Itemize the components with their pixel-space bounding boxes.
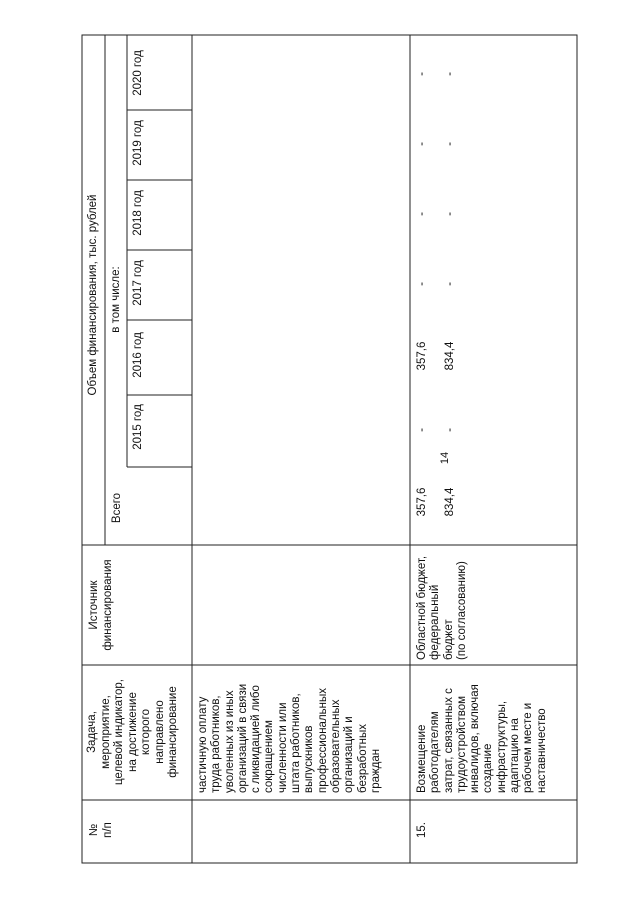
table-row-2-2019-federal: - bbox=[444, 142, 456, 146]
header-year-2016: 2016 год bbox=[132, 332, 144, 378]
header-year-2019: 2019 год bbox=[132, 120, 144, 166]
header-including: в том числе: bbox=[110, 266, 122, 333]
page-number: 14 bbox=[439, 451, 451, 465]
table-row-2-source: Областной бюджет, федеральный бюджет (по согласованию) bbox=[416, 555, 468, 660]
header-year-2020: 2020 год bbox=[132, 50, 144, 96]
table-row-2-num: 15. bbox=[416, 822, 428, 838]
header-task: Задача, мероприятие, целевой индикатор, на достижение которого направлено финансирование bbox=[86, 678, 179, 786]
table-row-2-2018-regional: - bbox=[416, 212, 428, 216]
header-num: № п/п bbox=[88, 822, 114, 838]
header-year-2018: 2018 год bbox=[132, 190, 144, 236]
header-volume: Объем финансирования, тыс. рублей bbox=[87, 194, 99, 396]
table-row-2-total-federal: 834,4 bbox=[444, 487, 456, 517]
header-total: Всего bbox=[111, 492, 123, 524]
table-row-2-task: Возмещение работодателям затрат, связанных с трудоустройством инвалидов, включая создание инфраструктуры, адаптацию на рабочем месте и наставничество bbox=[416, 684, 548, 793]
table-row-2-2018-federal: - bbox=[444, 212, 456, 216]
table-row-2-total-regional: 357,6 bbox=[416, 487, 428, 517]
table-row-1-task: частичную оплату труда работников, уволенных из иных организаций в связи с ликвидацией либо сокращением численности или штата работников, выпускников профессиональных образовательных организаций и безработных граждан bbox=[197, 683, 382, 793]
table-row-2-2017-regional: - bbox=[416, 282, 428, 286]
header-year-2017: 2017 год bbox=[132, 260, 144, 306]
table-row-2-2017-federal: - bbox=[444, 282, 456, 286]
table-row-2-2015-federal: - bbox=[444, 428, 456, 432]
table-row-2-2016-federal: 834,4 bbox=[444, 341, 456, 371]
header-source: Источник финансирования bbox=[88, 559, 114, 651]
table-row-2-2019-regional: - bbox=[416, 142, 428, 146]
table-row-2-2020-federal: - bbox=[444, 72, 456, 76]
table-row-2-2020-regional: - bbox=[416, 72, 428, 76]
table-row-2-2016-regional: 357,6 bbox=[416, 341, 428, 371]
table-row-2-2015-regional: - bbox=[416, 428, 428, 432]
header-year-2015: 2015 год bbox=[132, 404, 144, 450]
